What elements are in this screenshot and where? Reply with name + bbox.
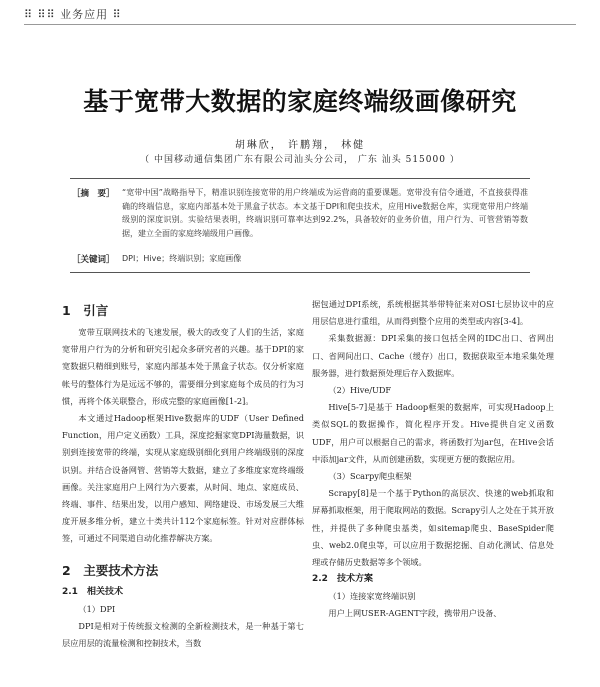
paper-title: 基于宽带大数据的家庭终端级画像研究 bbox=[83, 87, 517, 116]
header-rule bbox=[24, 24, 576, 25]
keywords-text: DPI；Hive；终端识别；家庭画像 bbox=[122, 254, 242, 263]
abstract-bottom-rule bbox=[70, 272, 530, 273]
data-source-paragraph: 采集数据源：DPI采集的接口包括全网的IDC出口、省网出口、省网间出口、Cache（缓存）出口，数据获取至本地采集处理服务器，进行数据预处理后存入数据库。 bbox=[312, 333, 554, 378]
running-header: ⠿ ⠿⠿ 业务应用 ⠿ bbox=[24, 8, 122, 21]
dpi-paragraph-continued: 据包通过DPI系统，系统根据其举带特征来对OSI七层协议中的应用层信息进行重组，从而得到整个应用的类型或内容[3-4]。 bbox=[312, 299, 554, 327]
section-heading-introduction: 1 引言 bbox=[62, 303, 109, 318]
intro-paragraph-1: 宽带互联网技术的飞速发展，极大的改变了人们的生活，家庭宽带用户行为的分析和研究引起众多研究者的兴趣。基于DPI的家宽数据只精细到账号，家庭内部基本处于黑盒子状态。仅分析家庭帐号的整体行为是远远不够的，需要细分到家庭每个成员的行为习惯，再将个体关联整合，形成完整的家庭画像[1-2]。 bbox=[62, 327, 304, 406]
section-heading-methods: 2 主要技术方法 bbox=[62, 562, 159, 578]
scrapy-paragraph: Scrapy[8]是一个基于Python的高层次、快速的web抓取和屏幕抓取框架，用于爬取网站的数据。Scrapy引人之处在于其开放性，并提供了多种爬虫基类，如sitemap爬虫、BaseSpider爬虫、web2.0爬虫等，可以应用于数据挖掘、自动化测试、信息处理或存储历史数据等多个领域。 bbox=[312, 488, 554, 568]
subsection-heading-tech-plan: 2.2 技术方案 bbox=[312, 574, 373, 585]
hive-paragraph: Hive[5-7]是基于 Hadoop框架的数据库，可实现Hadoop上类似SQL的数据操作，简化程序开发。Hive提供自定义函数UDF，用户可以根据自己的需求，将函数打为jar包，在Hive会话中添加jar文件，从而创建函数，实现更方便的数据应用。 bbox=[312, 402, 554, 464]
item-terminal-identification: （1）连接家宽终端识别 bbox=[328, 591, 416, 602]
abstract-top-rule bbox=[70, 178, 530, 179]
item-hive-udf: （2）Hive/UDF bbox=[328, 385, 392, 396]
abstract-label: ［摘 要］ bbox=[72, 189, 115, 199]
item-scrapy: （3）Scarpy爬虫框架 bbox=[328, 471, 412, 482]
right-column bbox=[312, 296, 554, 623]
item-dpi: （1）DPI bbox=[78, 603, 116, 614]
left-column bbox=[62, 296, 304, 652]
subsection-heading-related-tech: 2.1 相关技术 bbox=[62, 586, 123, 597]
paper-affiliation: （ 中国移动通信集团广东有限公司汕头分公司， 广东 汕头 515000 ） bbox=[140, 155, 460, 165]
intro-paragraph-2: 本文通过Hadoop框架Hive数据库的UDF（User Defined Function，用户定义函数）工具，深度挖掘家宽DPI海量数据，识别到连接宽带的终端，实现从家庭级别细化到用户终端级别的深度识别。并结合设备网管、营销等大数据，建立了多维度家宽终端级画像。关注家庭用户上网行为六要素，从时间、地点、家庭成员、终端、事件、结果出发，以用户感知、网络建设、市场发展三大维度开展多维分析，建立十类共计112个家庭标签。针对对应群体标签，可通过不同渠道自动化推荐解决方案。 bbox=[62, 413, 304, 544]
abstract-text: “宽带中国”战略指导下，精准识别连接宽带的用户终端成为运营商的重要课题。宽带没有信令通道，不直接获得准确的终端信息，家庭内部基本处于黑盒子状态。本文基于DPI和爬虫技术，应用Hive数据仓库，实现宽带用户终端级别的深度识别。实验结果表明，终端识别可靠率达到92.2%，具备较好的业务价值，用户行为、可管营销等数据，建立全面的家庭终端级用户画像。 bbox=[122, 188, 528, 238]
paper-authors: 胡琳欣， 许鹏翔， 林健 bbox=[234, 140, 366, 151]
user-agent-paragraph: 用户上网USER-AGENT字段，携带用户设备、 bbox=[328, 608, 502, 619]
keywords-label: ［关键词］ bbox=[72, 255, 115, 265]
dpi-paragraph: DPI是相对于传统报文检测的全新检测技术，是一种基于第七层应用层的流量检测和控制技术，当数 bbox=[62, 620, 304, 649]
